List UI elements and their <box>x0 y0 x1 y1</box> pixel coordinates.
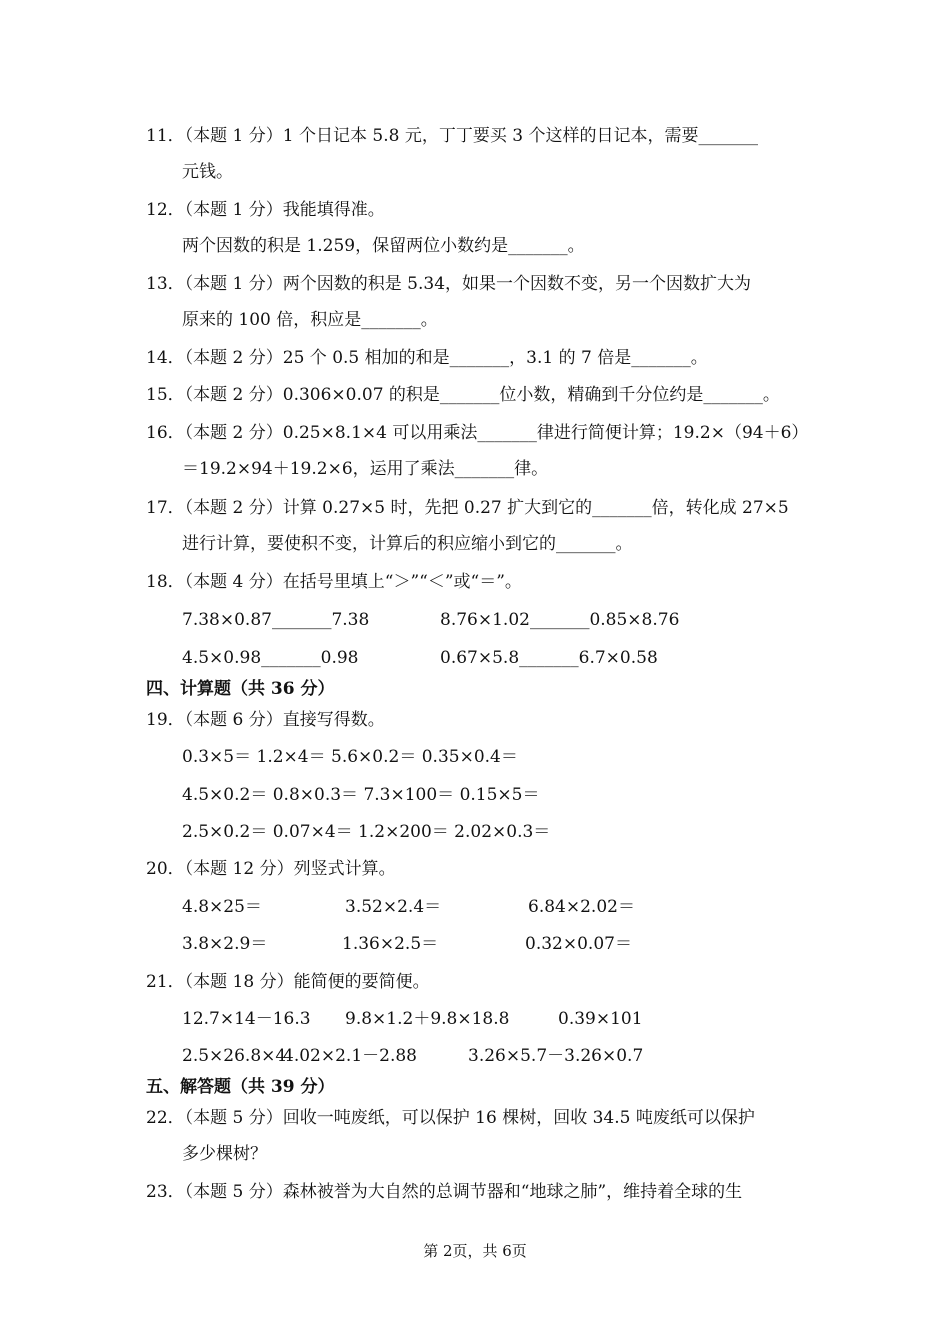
q20-line1: 20．（本题 12 分）列竖式计算。 <box>146 859 396 879</box>
q19-row-2: 4.5×0.2＝ 0.8×0.3＝ 7.3×100＝ 0.15×5＝ <box>182 785 540 805</box>
q21-item-1: 12.7×14－16.3 <box>182 1009 311 1029</box>
section-5-heading: 五、解答题（共 39 分） <box>146 1077 335 1097</box>
q20-item-2: 3.52×2.4＝ <box>345 897 442 917</box>
q22-line1: 22．（本题 5 分）回收一吨废纸，可以保护 16 棵树，回收 34.5 吨废纸可以保护 <box>146 1108 755 1128</box>
q15-line1: 15．（本题 2 分）0.306×0.07 的积是_______位小数，精确到千分位约是_______。 <box>146 385 780 405</box>
q11-line2: 元钱。 <box>182 162 233 182</box>
q13-line2: 原来的 100 倍，积应是_______。 <box>182 310 438 330</box>
q20-item-5: 1.36×2.5＝ <box>342 934 439 954</box>
q21-item-5: 4.02×2.1－2.88 <box>283 1046 417 1066</box>
q19-row-1: 0.3×5＝ 1.2×4＝ 5.6×0.2＝ 0.35×0.4＝ <box>182 747 518 767</box>
q17-line2: 进行计算，要使积不变，计算后的积应缩小到它的_______。 <box>182 534 633 554</box>
q23-line1: 23．（本题 5 分）森林被誉为大自然的总调节器和“地球之肺”，维持着全球的生 <box>146 1182 743 1202</box>
q21-line1: 21．（本题 18 分）能简便的要简便。 <box>146 972 430 992</box>
q12-line2: 两个因数的积是 1.259，保留两位小数约是_______。 <box>182 236 585 256</box>
q18-line1: 18．（本题 4 分）在括号里填上“＞”“＜”或“＝”。 <box>146 572 522 592</box>
q16-line1: 16．（本题 2 分）0.25×8.1×4 可以用乘法_______律进行简便计算；19.2×（94＋6） <box>146 423 809 443</box>
q20-item-3: 6.84×2.02＝ <box>528 897 635 917</box>
q18-item-1: 7.38×0.87_______7.38 <box>182 610 370 630</box>
q22-line2: 多少棵树？ <box>182 1144 267 1164</box>
q19-line1: 19．（本题 6 分）直接写得数。 <box>146 710 385 730</box>
q20-item-6: 0.32×0.07＝ <box>525 934 632 954</box>
section-4-heading: 四、计算题（共 36 分） <box>146 679 335 699</box>
q16-line2: ＝19.2×94＋19.2×6，运用了乘法_______律。 <box>182 459 549 479</box>
q14-line1: 14．（本题 2 分）25 个 0.5 相加的和是_______，3.1 的 7 倍是_______。 <box>146 348 708 368</box>
page-footer: 第 2页，共 6页 <box>423 1242 527 1260</box>
q18-item-4: 0.67×5.8_______6.7×0.58 <box>440 648 658 668</box>
q19-row-3: 2.5×0.2＝ 0.07×4＝ 1.2×200＝ 2.02×0.3＝ <box>182 822 551 842</box>
q21-item-4: 2.5×26.8×4 <box>182 1046 287 1066</box>
q20-item-1: 4.8×25＝ <box>182 897 262 917</box>
q21-item-2: 9.8×1.2＋9.8×18.8 <box>345 1009 510 1029</box>
q21-item-3: 0.39×101 <box>558 1009 643 1029</box>
q20-item-4: 3.8×2.9＝ <box>182 934 268 954</box>
q18-item-3: 4.5×0.98_______0.98 <box>182 648 359 668</box>
q13-line1: 13．（本题 1 分）两个因数的积是 5.34，如果一个因数不变，另一个因数扩大为 <box>146 274 752 294</box>
q11-line1: 11．（本题 1 分）1 个日记本 5.8 元，丁丁要买 3 个这样的日记本，需要_______ <box>146 126 758 146</box>
q12-line1: 12．（本题 1 分）我能填得准。 <box>146 200 385 220</box>
q18-item-2: 8.76×1.02_______0.85×8.76 <box>440 610 680 630</box>
q17-line1: 17．（本题 2 分）计算 0.27×5 时，先把 0.27 扩大到它的_______倍，转化成 27×5 <box>146 498 789 518</box>
q21-item-6: 3.26×5.7－3.26×0.7 <box>468 1046 644 1066</box>
